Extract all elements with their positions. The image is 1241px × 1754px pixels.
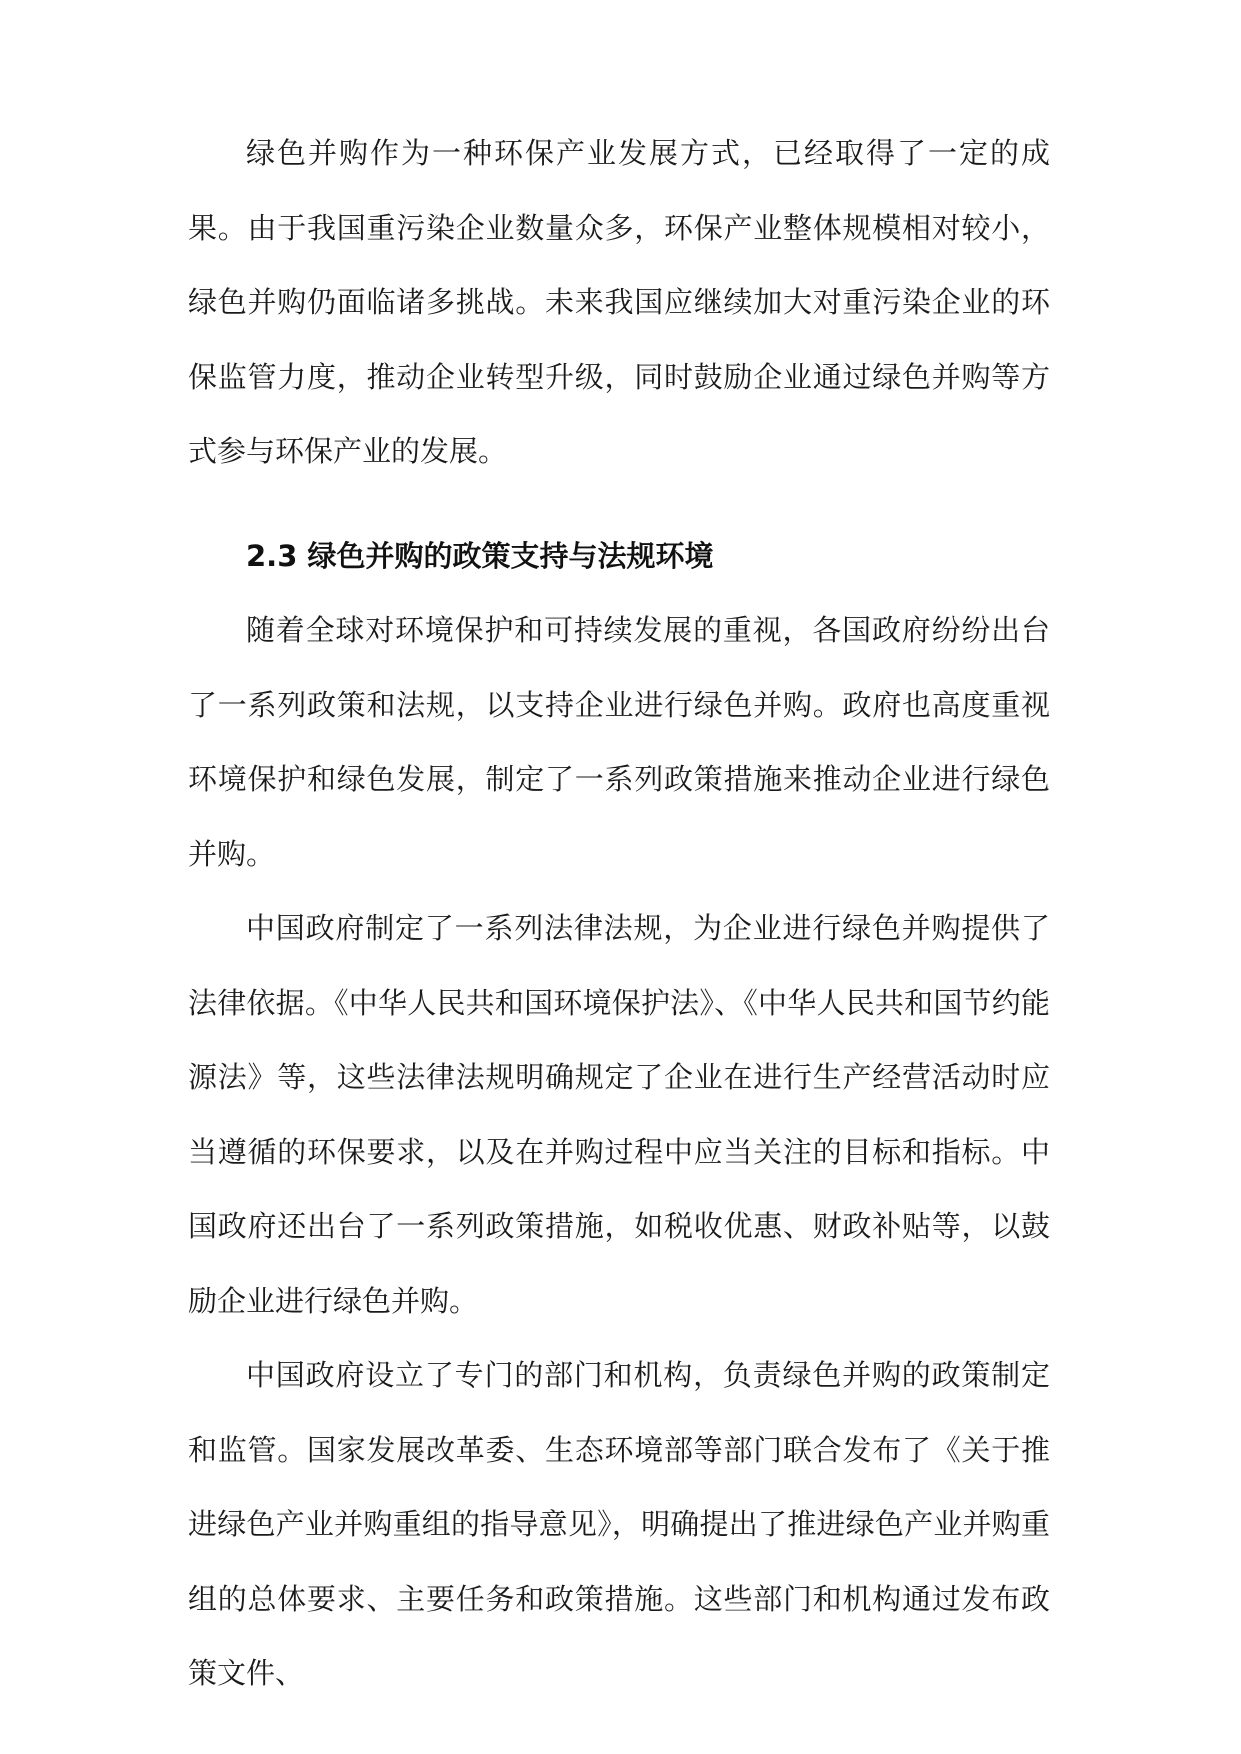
paragraph: 中国政府制定了一系列法律法规，为企业进行绿色并购提供了法律依据。《中华人民共和国环境保护法》、《中华人民共和国节约能源法》等，这些法律法规明确规定了企业在进行生产经营活动时应当遵循的环保要求，以及在并购过程中应当关注的目标和指标。中国政府还出台了一系列政策措施，如税收优惠、财政补贴等，以鼓励企业进行绿色并购。: [188, 911, 1050, 1318]
paragraph: 绿色并购作为一种环保产业发展方式，已经取得了一定的成果。由于我国重污染企业数量众多，环保产业整体规模相对较小，绿色并购仍面临诸多挑战。未来我国应继续加大对重污染企业的环保监管力度，推动企业转型升级，同时鼓励企业通过绿色并购等方式参与环保产业的发展。: [188, 136, 1050, 468]
document-body: [188, 116, 1050, 1711]
paragraph: 中国政府设立了专门的部门和机构，负责绿色并购的政策制定和监管。国家发展改革委、生态环境部等部门联合发布了《关于推进绿色产业并购重组的指导意见》，明确提出了推进绿色产业并购重组的总体要求、主要任务和政策措施。这些部门和机构通过发布政策文件、: [188, 1358, 1050, 1690]
section-heading: 2.3 绿色并购的政策支持与法规环境: [246, 538, 714, 573]
section-spacer: [188, 489, 1050, 519]
paragraph: 随着全球对环境保护和可持续发展的重视，各国政府纷纷出台了一系列政策和法规，以支持企业进行绿色并购。政府也高度重视环境保护和绿色发展，制定了一系列政策措施来推动企业进行绿色并购。: [188, 613, 1050, 871]
